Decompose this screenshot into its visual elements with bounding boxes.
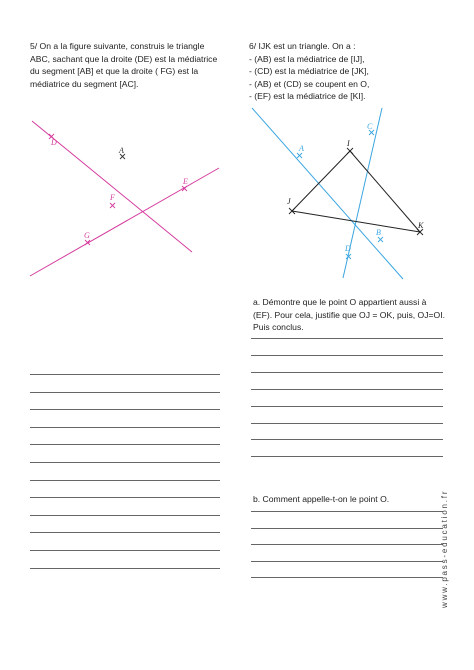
answer-line[interactable]: [30, 427, 220, 428]
answer-line[interactable]: [30, 568, 220, 569]
side-ik: [350, 151, 420, 232]
answer-line[interactable]: [30, 515, 220, 516]
label-f: F: [110, 193, 115, 202]
answer-line[interactable]: [251, 528, 443, 529]
statement-line: - (AB) est la médiatrice de [IJ],: [249, 53, 365, 64]
answer-line[interactable]: [251, 355, 443, 356]
answer-line[interactable]: [251, 439, 443, 440]
answer-line[interactable]: [251, 456, 443, 457]
question-a-line: Puis conclus.: [253, 322, 304, 333]
label-d: D: [51, 138, 57, 147]
point-b-mark: [378, 237, 383, 242]
statement-line: - (CD) est la médiatrice de [JK],: [249, 66, 369, 77]
answer-line[interactable]: [251, 561, 443, 562]
statement-line: 6/ IJK est un triangle. On a :: [249, 41, 356, 51]
answer-line[interactable]: [30, 532, 220, 533]
point-a-mark: [297, 153, 302, 158]
label-i: I: [347, 139, 350, 148]
label-g: G: [84, 231, 90, 240]
label-c: C: [367, 122, 373, 131]
statement-line: - (AB) et (CD) se coupent en O,: [249, 78, 370, 89]
point-f-mark: [110, 203, 115, 208]
statement-line: ABC, sachant que la droite (DE) est la médiatrice: [30, 53, 218, 64]
question-b-line: b. Comment appelle-t-on le point O.: [253, 494, 390, 504]
label-d: D: [345, 244, 351, 253]
answer-line[interactable]: [251, 511, 443, 512]
side-jk: [292, 211, 420, 232]
answer-line[interactable]: [251, 389, 443, 390]
answer-line[interactable]: [30, 462, 220, 463]
answer-line[interactable]: [251, 406, 443, 407]
answer-line[interactable]: [251, 544, 443, 545]
label-k: K: [418, 221, 424, 230]
answer-line[interactable]: [30, 374, 220, 375]
answer-line[interactable]: [251, 423, 443, 424]
question-a-line: a. Démontre que le point O appartient aussi à: [253, 297, 427, 307]
label-b: B: [376, 228, 381, 237]
answer-line[interactable]: [251, 372, 443, 373]
line-ab: [252, 108, 403, 279]
exercise-6-figure: [252, 108, 424, 279]
side-ij: [292, 151, 350, 211]
answer-line[interactable]: [30, 392, 220, 393]
exercise-5-figure: [30, 121, 219, 276]
label-e: E: [183, 177, 188, 186]
answer-line[interactable]: [30, 409, 220, 410]
question-b: [253, 493, 389, 506]
answer-line[interactable]: [30, 480, 220, 481]
point-i-mark: [347, 148, 353, 154]
statement-line: - (EF) est la médiatrice de [KI].: [249, 91, 366, 102]
label-a: A: [299, 144, 304, 153]
line-fg: [30, 168, 219, 276]
answer-line[interactable]: [251, 338, 443, 339]
answer-line[interactable]: [30, 497, 220, 498]
answer-line[interactable]: [251, 577, 443, 578]
label-j: J: [287, 197, 291, 206]
statement-line: médiatrice du segment [AC].: [30, 78, 139, 89]
question-a: [253, 296, 445, 334]
watermark: www.pass-education.fr: [440, 489, 449, 608]
answer-line[interactable]: [30, 444, 220, 445]
statement-line: du segment [AB] et que la droite ( FG) est la: [30, 66, 199, 77]
statement-line: 5/ On a la figure suivante, construis le triangle: [30, 41, 205, 51]
label-a: A: [119, 146, 124, 155]
question-a-line: (EF). Pour cela, justifie que OJ = OK, puis, OJ=OI.: [253, 309, 445, 320]
answer-line[interactable]: [30, 550, 220, 551]
